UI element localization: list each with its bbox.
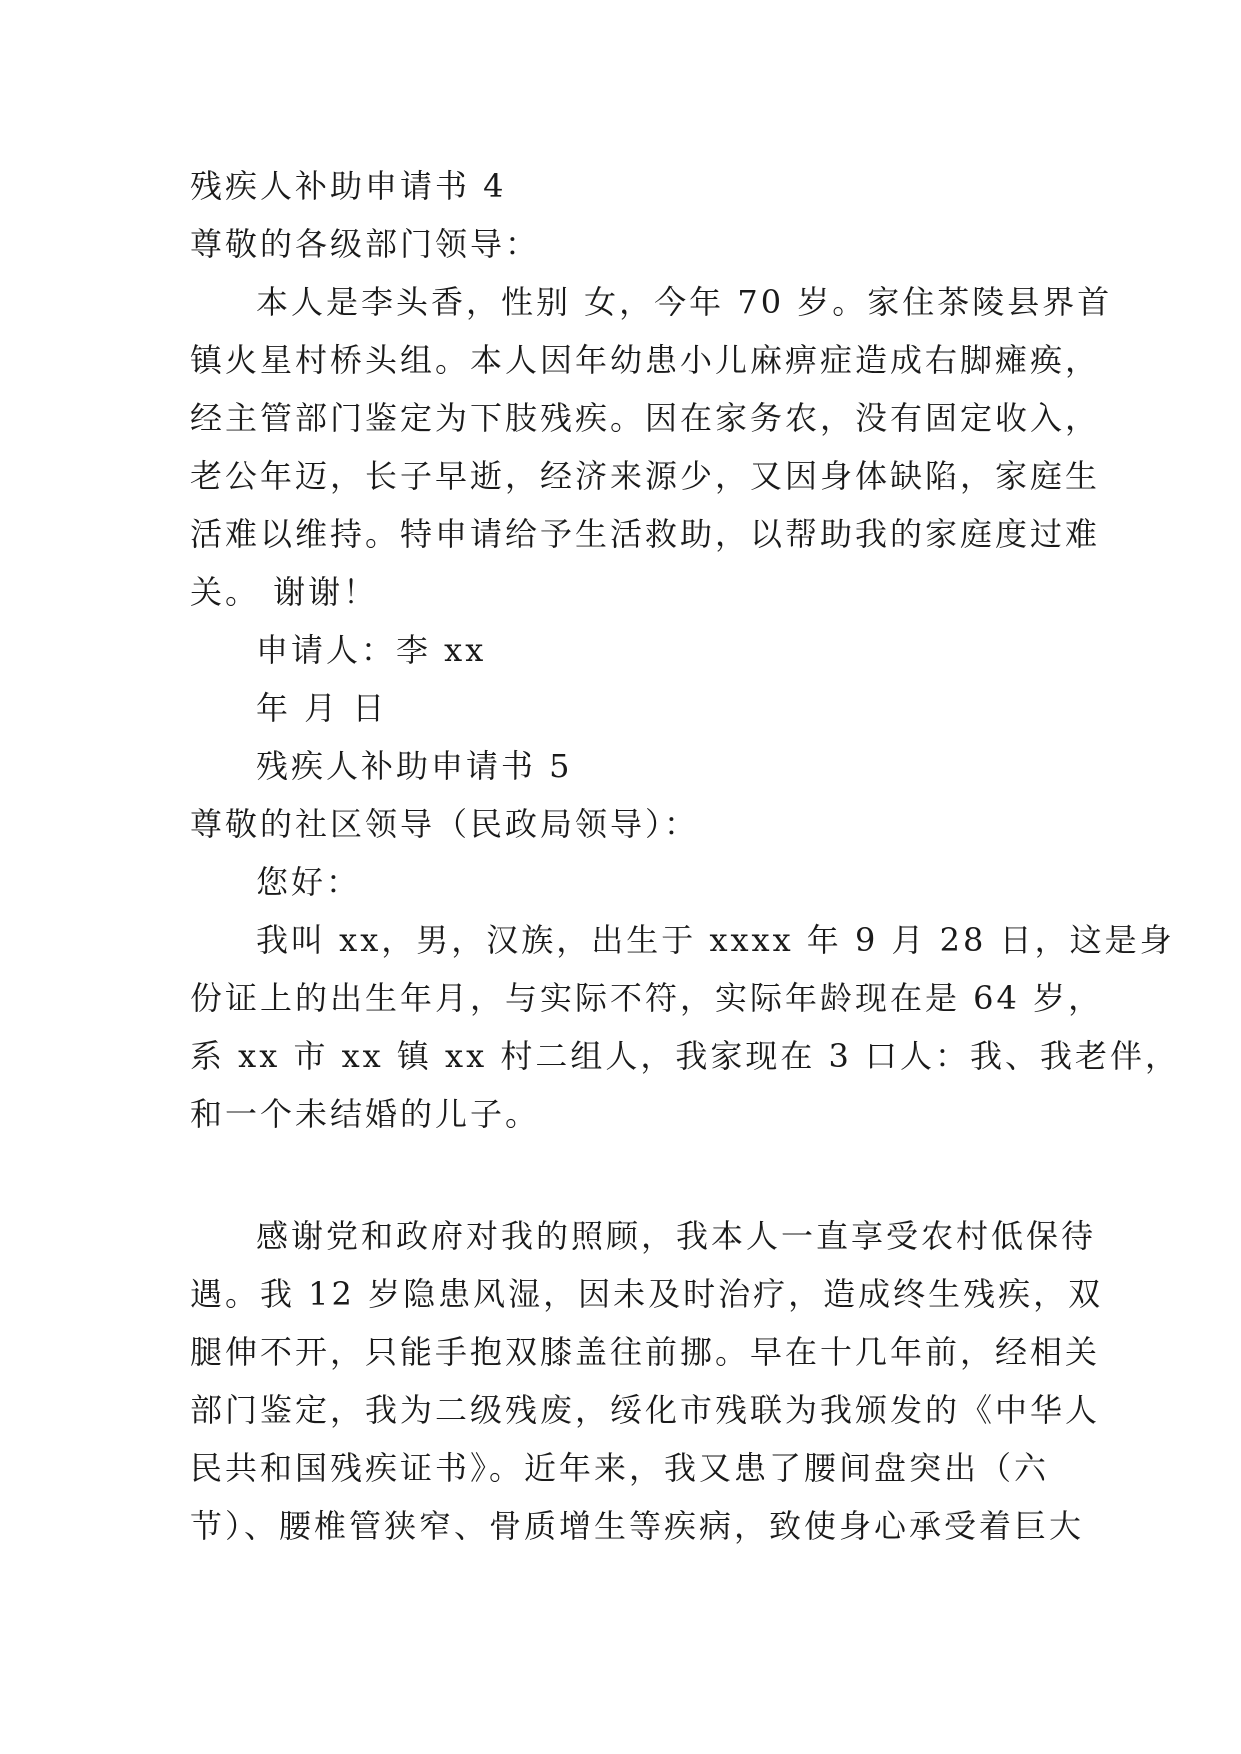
salutation: 尊敬的社区领导（民政局领导）：: [190, 805, 700, 843]
body-line: 腿伸不开，只能手抱双膝盖往前挪。早在十几年前，经相关: [190, 1333, 1101, 1371]
body-line: 部门鉴定，我为二级残废，绥化市残联为我颁发的《中华人: [190, 1391, 1101, 1429]
salutation: 尊敬的各级部门领导：: [190, 225, 541, 263]
body-line: 我叫 xx，男，汉族，出生于 xxxx 年 9 月 28 日，这是身: [256, 921, 1175, 959]
heading-application-5: 残疾人补助申请书 5: [256, 747, 573, 785]
applicant-signature: 申请人：李 xx: [256, 631, 487, 669]
date-line: 年 月 日: [256, 689, 388, 727]
body-line: 民共和国残疾证书》。近年来，我又患了腰间盘突出（六: [190, 1449, 1050, 1487]
body-line: 和一个未结婚的儿子。: [190, 1095, 541, 1133]
body-line: 感谢党和政府对我的照顾，我本人一直享受农村低保待: [256, 1217, 1097, 1255]
body-line: 老公年迈，长子早逝，经济来源少，又因身体缺陷，家庭生: [190, 457, 1101, 495]
body-line: 关。 谢谢！: [190, 573, 379, 611]
body-line: 本人是李头香，性别 女，今年 70 岁。家住茶陵县界首: [256, 283, 1113, 321]
body-line: 节）、腰椎管狭窄、骨质增生等疾病，致使身心承受着巨大: [190, 1507, 1085, 1545]
heading-application-4: 残疾人补助申请书 4: [190, 167, 507, 205]
body-line: 份证上的出生年月，与实际不符，实际年龄现在是 64 岁，: [190, 979, 1104, 1017]
body-line: 镇火星村桥头组。本人因年幼患小儿麻痹症造成右脚瘫痪，: [190, 341, 1101, 379]
body-line: 活难以维持。特申请给予生活救助，以帮助我的家庭度过难: [190, 515, 1101, 553]
body-line: 系 xx 市 xx 镇 xx 村二组人，我家现在 3 口人：我、我老伴，: [190, 1037, 1181, 1075]
greeting: 您好：: [256, 863, 362, 901]
body-line: 经主管部门鉴定为下肢残疾。因在家务农，没有固定收入，: [190, 399, 1101, 437]
body-line: 遇。我 12 岁隐患风湿，因未及时治疗，造成终生残疾，双: [190, 1275, 1104, 1313]
